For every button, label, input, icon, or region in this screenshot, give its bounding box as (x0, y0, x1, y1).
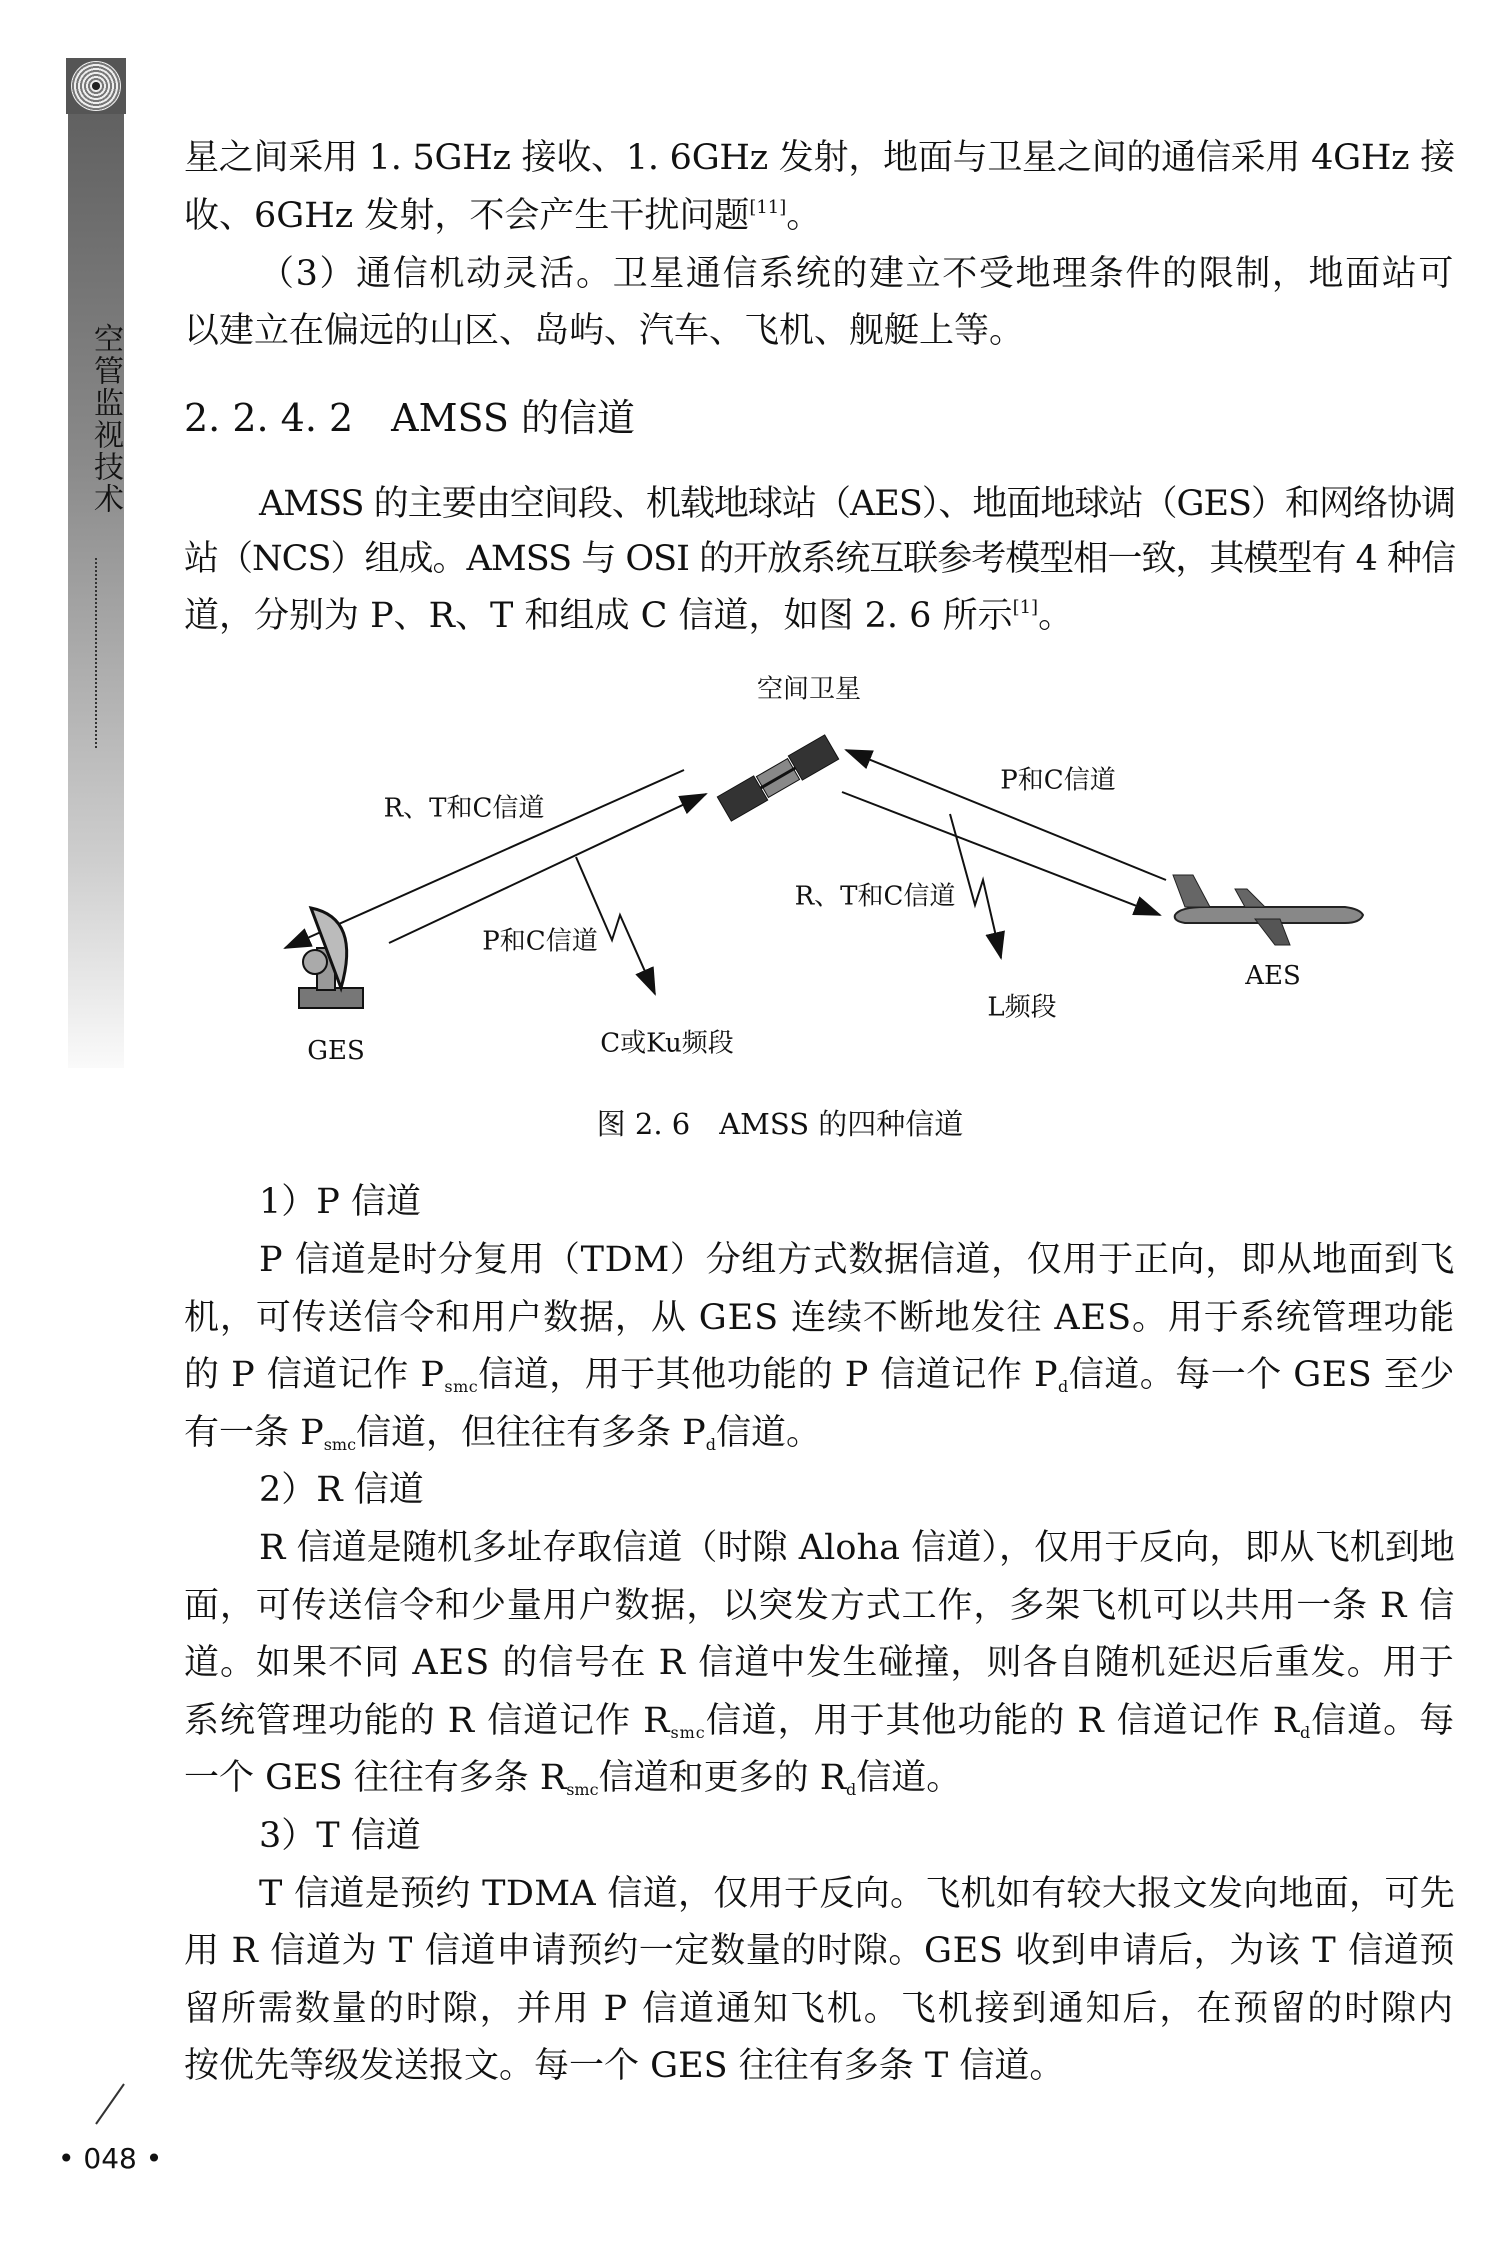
text-segment: AMSS 的主要由空间段、机载地球站（AES）、地面地球站（GES）和网络协调 (259, 484, 1456, 524)
section-heading: 2. 2. 4. 2 AMSS 的信道 (184, 396, 636, 440)
text-segment: 信道。 (856, 1758, 962, 1798)
text-segment: 有一条 P (184, 1413, 324, 1453)
c-ku-band-label: C或Ku频段 (600, 1028, 734, 1059)
citation-superscript: [1] (1012, 597, 1039, 618)
text-line (184, 1296, 1455, 1340)
text-segment: 星之间采用 1. 5GHz 接收、1. 6GHz 发射，地面与卫星之间的通信采用 4GHz 接 (184, 138, 1455, 178)
text-segment: 以建立在偏远的山区、岛屿、汽车、飞机、舰艇上等。 (184, 311, 1025, 351)
text-line (184, 1987, 1455, 2031)
text-line (259, 1180, 1455, 1224)
right-downlink-label: R、T和C信道 (794, 881, 956, 912)
text-segment: 按优先等级发送报文。每一个 GES 往往有多条 T 信道。 (184, 2046, 1065, 2086)
text-segment: 留所需数量的时隙，并用 P 信道通知飞机。飞机接到通知后，在预留的时隙内 (184, 1989, 1456, 2029)
subscript: smc (444, 1377, 479, 1396)
text-segment: 道，分别为 P、R、T 和组成 C 信道，如图 2. 6 所示 (184, 596, 1013, 636)
satellite-label: 空间卫星 (756, 674, 862, 705)
text-segment: 收、6GHz 发射，不会产生干扰问题 (184, 196, 750, 236)
text-segment: 一个 GES 往往有多条 R (184, 1758, 567, 1798)
l-band-label: L频段 (987, 992, 1057, 1023)
subscript: smc (566, 1780, 599, 1799)
text-segment: 信道。每一个 GES 至少 (1068, 1355, 1455, 1395)
figure-caption: 图 2. 6 AMSS 的四种信道 (596, 1107, 964, 1141)
subscript: d (705, 1435, 716, 1454)
text-segment: 机，可传送信令和用户数据，从 GES 连续不断地发往 AES。用于系统管理功能 (184, 1298, 1456, 1338)
text-segment: 信道和更多的 R (598, 1758, 847, 1798)
subscript: smc (323, 1435, 357, 1454)
text-line (184, 1411, 1455, 1455)
text-segment: 面，可传送信令和少量用户数据，以突发方式工作，多架飞机可以共用一条 R 信 (184, 1586, 1456, 1626)
text-segment: 信道。每 (1311, 1701, 1456, 1741)
corner-slash-mark (90, 2080, 130, 2130)
book-title: 空管监视技术 (88, 323, 123, 515)
text-line (184, 1584, 1455, 1628)
text-line (259, 1872, 1455, 1916)
text-line (259, 1526, 1455, 1570)
text-segment: （3）通信机动灵活。卫星通信系统的建立不受地理条件的限制，地面站可 (259, 254, 1456, 294)
text-segment: 站（NCS）组成。AMSS 与 OSI 的开放系统互联参考模型相一致，其模型有 4 种信 (184, 539, 1456, 579)
text-line (259, 1468, 1455, 1512)
satellite-icon (717, 735, 838, 821)
text-line (184, 1641, 1455, 1685)
left-uplink-label: P和C信道 (482, 926, 598, 957)
text-line (184, 1929, 1455, 1973)
text-segment: 信道，用于其他功能的 P 信道记作 P (478, 1355, 1059, 1395)
text-segment: 信道，用于其他功能的 R 信道记作 R (705, 1701, 1301, 1741)
citation-superscript: [11] (749, 197, 787, 218)
ges-label: GES (307, 1036, 365, 1066)
subscript: d (1058, 1377, 1069, 1396)
text-line (259, 1814, 1455, 1858)
text-segment: P 信道是时分复用（TDM）分组方式数据信道，仅用于正向，即从地面到飞 (259, 1240, 1456, 1280)
text-line (184, 1756, 1455, 1800)
lightning-right (950, 814, 1001, 958)
subscript: smc (670, 1723, 706, 1742)
text-line (184, 1699, 1455, 1743)
text-segment: R 信道是随机多址存取信道（时隙 Aloha 信道），仅用于反向，即从飞机到地 (259, 1528, 1455, 1568)
right-uplink-label: P和C信道 (1000, 765, 1116, 796)
text-segment: 系统管理功能的 R 信道记作 R (184, 1701, 671, 1741)
airplane-icon (1173, 875, 1363, 945)
subscript: d (846, 1780, 857, 1799)
subscript: d (1300, 1723, 1312, 1742)
ground-station-dish-icon (299, 908, 363, 1008)
text-line (184, 1353, 1455, 1397)
text-line (259, 1238, 1455, 1282)
text-segment: 道。如果不同 AES 的信号在 R 信道中发生碰撞，则各自随机延迟后重发。用于 (184, 1643, 1455, 1683)
text-segment: 2）R 信道 (259, 1470, 424, 1510)
text-segment: 。 (786, 196, 822, 236)
text-segment: T 信道是预约 TDMA 信道，仅用于反向。飞机如有较大报文发向地面，可先 (259, 1874, 1456, 1914)
text-segment: 信道，但往往有多条 P (356, 1413, 706, 1453)
text-segment: 信道。 (715, 1413, 821, 1453)
aes-label: AES (1245, 961, 1301, 991)
text-segment: 用 R 信道为 T 信道申请预约一定数量的时隙。GES 收到申请后，为该 T 信道预 (184, 1931, 1456, 1971)
text-segment: 。 (1038, 596, 1074, 636)
text-segment: 的 P 信道记作 P (184, 1355, 445, 1395)
text-line (184, 2044, 1455, 2088)
text-segment: 1）P 信道 (259, 1182, 421, 1222)
left-downlink-label: R、T和C信道 (383, 793, 545, 824)
text-segment: 3）T 信道 (259, 1816, 421, 1856)
page-number: • 048 • (58, 2142, 163, 2175)
